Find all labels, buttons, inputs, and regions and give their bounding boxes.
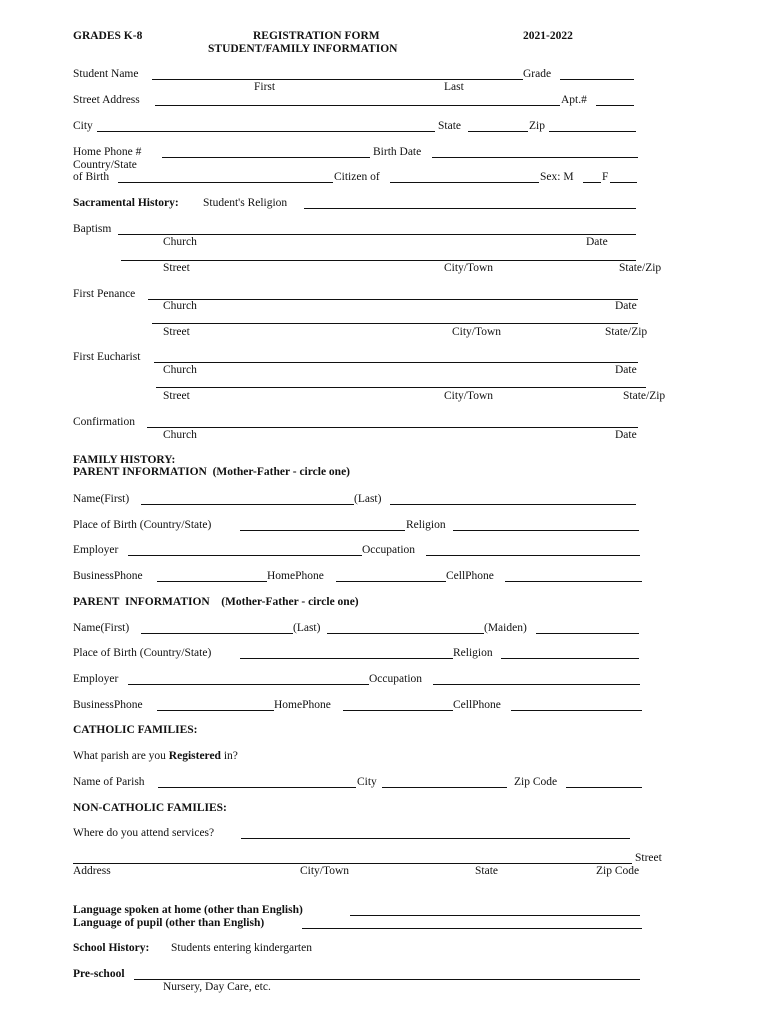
baptism-church-caption: Church: [163, 236, 197, 248]
parent-info-heading-1: PARENT INFORMATION (Mother-Father - circle one): [73, 466, 351, 478]
catholic-families-heading: CATHOLIC FAMILIES:: [73, 724, 198, 736]
penance-street-caption: Street: [163, 326, 190, 338]
parent1-religion-label: Religion: [406, 519, 446, 531]
services-place-field[interactable]: [241, 838, 630, 839]
penance-statezip-caption: State/Zip: [605, 326, 648, 338]
penance-date-caption: Date: [615, 300, 637, 312]
street-address-label: Street Address: [73, 94, 140, 106]
state-field[interactable]: [468, 131, 528, 132]
eucharist-date-caption: Date: [615, 364, 637, 376]
preschool-field[interactable]: [134, 979, 640, 980]
parent2-maiden-name-field[interactable]: [536, 633, 639, 634]
confirmation-church-caption: Church: [163, 429, 197, 441]
parent2-first-name-field[interactable]: [141, 633, 293, 634]
parish-question-post: in?: [220, 750, 238, 762]
student-name-label: Student Name: [73, 68, 139, 80]
school-year: 2021-2022: [523, 30, 573, 42]
country-of-birth-field[interactable]: [118, 182, 333, 183]
state-label: State: [438, 120, 461, 132]
zip-label: Zip: [529, 120, 545, 132]
parent1-occupation-field[interactable]: [426, 555, 640, 556]
sex-m-label: Sex: M: [540, 171, 574, 183]
parent1-name-first-label: Name(First): [73, 493, 130, 505]
school-history-note: Students entering kindergarten: [171, 942, 312, 954]
parent1-cell-phone-field[interactable]: [505, 581, 642, 582]
parent1-last-name-field[interactable]: [390, 504, 636, 505]
parent1-employer-label: Employer: [73, 544, 119, 556]
parent1-business-phone-label: BusinessPhone: [73, 570, 143, 582]
parent2-religion-label: Religion: [453, 647, 493, 659]
parish-question-bold: Registered: [168, 750, 221, 762]
form-subtitle: STUDENT/FAMILY INFORMATION: [208, 43, 398, 55]
student-religion-field[interactable]: [304, 208, 636, 209]
parent2-occupation-field[interactable]: [433, 684, 640, 685]
services-state-caption: State: [475, 865, 498, 877]
citizen-of-label: Citizen of: [334, 171, 380, 183]
services-zip-caption: Zip Code: [596, 865, 640, 877]
parent1-cell-phone-label: CellPhone: [446, 570, 494, 582]
parish-zip-field[interactable]: [566, 787, 642, 788]
citizen-of-field[interactable]: [390, 182, 539, 183]
parent1-business-phone-field[interactable]: [157, 581, 267, 582]
penance-church-caption: Church: [163, 300, 197, 312]
parent1-last-label: (Last): [354, 493, 382, 505]
apt-field[interactable]: [596, 105, 634, 106]
eucharist-city-caption: City/Town: [444, 390, 494, 402]
parent2-employer-field[interactable]: [128, 684, 369, 685]
last-name-caption: Last: [444, 81, 464, 93]
birth-date-label: Birth Date: [373, 146, 422, 158]
parent2-cell-phone-label: CellPhone: [453, 699, 501, 711]
parish-zip-label: Zip Code: [514, 776, 558, 788]
parish-city-field[interactable]: [382, 787, 507, 788]
services-question: Where do you attend services?: [73, 827, 215, 839]
parent1-place-of-birth-label: Place of Birth (Country/State): [73, 519, 212, 531]
parent2-home-phone-field[interactable]: [343, 710, 453, 711]
sacramental-history-label: Sacramental History:: [73, 197, 179, 209]
confirmation-date-caption: Date: [615, 429, 637, 441]
grade-field[interactable]: [560, 79, 634, 80]
non-catholic-families-heading: NON-CATHOLIC FAMILIES:: [73, 802, 227, 814]
parish-question-pre: What parish are you: [73, 750, 169, 762]
parent2-last-label: (Last): [293, 622, 321, 634]
parent2-place-of-birth-field[interactable]: [240, 658, 453, 659]
zip-field[interactable]: [549, 131, 636, 132]
parish-name-field[interactable]: [158, 787, 356, 788]
parent2-employer-label: Employer: [73, 673, 119, 685]
eucharist-church-field[interactable]: [154, 362, 638, 363]
parent2-last-name-field[interactable]: [327, 633, 484, 634]
first-eucharist-label: First Eucharist: [73, 351, 141, 363]
parent1-home-phone-label: HomePhone: [267, 570, 324, 582]
street-address-field[interactable]: [155, 105, 560, 106]
preschool-label: Pre-school: [73, 968, 125, 980]
first-name-caption: First: [254, 81, 276, 93]
apt-label: Apt.#: [561, 94, 587, 106]
penance-city-caption: City/Town: [452, 326, 502, 338]
baptism-street-caption: Street: [163, 262, 190, 274]
language-pupil-field[interactable]: [302, 928, 642, 929]
baptism-church-field[interactable]: [118, 234, 636, 235]
form-title: REGISTRATION FORM: [253, 30, 380, 42]
student-religion-label: Student's Religion: [203, 197, 288, 209]
language-home-label: Language spoken at home (other than English): [73, 904, 303, 916]
baptism-address-field[interactable]: [121, 260, 636, 261]
city-field[interactable]: [97, 131, 435, 132]
parent2-name-first-label: Name(First): [73, 622, 130, 634]
language-home-field[interactable]: [350, 915, 640, 916]
confirmation-label: Confirmation: [73, 416, 135, 428]
parent2-business-phone-field[interactable]: [157, 710, 274, 711]
of-birth-label: of Birth: [73, 171, 110, 183]
penance-address-field[interactable]: [152, 323, 638, 324]
baptism-label: Baptism: [73, 223, 112, 235]
eucharist-street-caption: Street: [163, 390, 190, 402]
parent1-occupation-label: Occupation: [362, 544, 416, 556]
eucharist-statezip-caption: State/Zip: [623, 390, 666, 402]
sex-f-field[interactable]: [610, 182, 637, 183]
sex-m-field[interactable]: [583, 182, 601, 183]
parent2-cell-phone-field[interactable]: [511, 710, 642, 711]
family-history-heading: FAMILY HISTORY:: [73, 454, 176, 466]
parent1-home-phone-field[interactable]: [336, 581, 446, 582]
parent-info-heading-2: PARENT INFORMATION (Mother-Father - circle one): [73, 596, 359, 608]
parent2-occupation-label: Occupation: [369, 673, 423, 685]
city-label: City: [73, 120, 93, 132]
baptism-statezip-caption: State/Zip: [619, 262, 662, 274]
parent2-maiden-label: (Maiden): [484, 622, 527, 634]
parent2-home-phone-label: HomePhone: [274, 699, 331, 711]
baptism-city-caption: City/Town: [444, 262, 494, 274]
country-state-label: Country/State: [73, 159, 137, 171]
services-city-caption: City/Town: [300, 865, 350, 877]
services-street-caption: Street: [635, 852, 662, 864]
parish-city-label: City: [357, 776, 377, 788]
parent1-first-name-field[interactable]: [141, 504, 354, 505]
first-penance-label: First Penance: [73, 288, 136, 300]
language-pupil-label: Language of pupil (other than English): [73, 917, 265, 929]
grade-label: Grade: [523, 68, 552, 80]
home-phone-field[interactable]: [162, 157, 370, 158]
services-address-field[interactable]: [73, 863, 632, 864]
penance-church-field[interactable]: [148, 299, 638, 300]
parent2-place-of-birth-label: Place of Birth (Country/State): [73, 647, 212, 659]
home-phone-label: Home Phone #: [73, 146, 142, 158]
sex-f-label: F: [602, 171, 609, 183]
parish-name-label: Name of Parish: [73, 776, 145, 788]
eucharist-address-field[interactable]: [156, 387, 646, 388]
baptism-date-caption: Date: [586, 236, 608, 248]
confirmation-church-field[interactable]: [147, 427, 638, 428]
student-name-field[interactable]: [152, 79, 523, 80]
parent1-employer-field[interactable]: [128, 555, 362, 556]
preschool-caption: Nursery, Day Care, etc.: [163, 981, 271, 993]
parish-question: [73, 750, 238, 763]
parent2-religion-field[interactable]: [501, 658, 639, 659]
birth-date-field[interactable]: [432, 157, 638, 158]
parent2-business-phone-label: BusinessPhone: [73, 699, 143, 711]
grades-label: GRADES K-8: [73, 30, 143, 42]
services-address-caption: Address: [73, 865, 111, 877]
eucharist-church-caption: Church: [163, 364, 197, 376]
parent1-religion-field[interactable]: [453, 530, 639, 531]
school-history-label: School History:: [73, 942, 150, 954]
parent1-place-of-birth-field[interactable]: [240, 530, 405, 531]
